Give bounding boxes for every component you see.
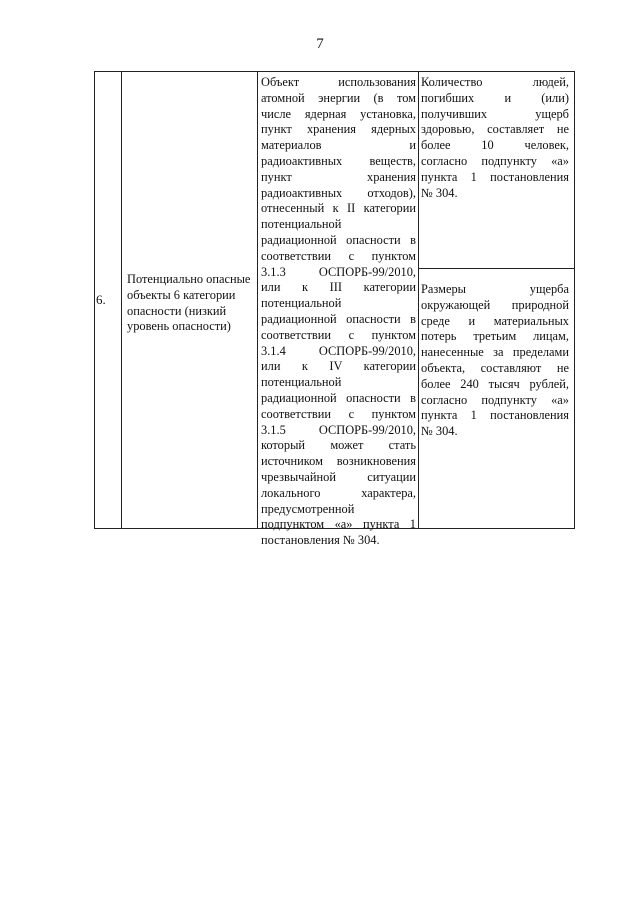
text-line: потенциальной xyxy=(261,296,342,311)
table-border-left xyxy=(94,71,95,529)
category-line: объекты 6 категории xyxy=(127,287,236,302)
category-cell xyxy=(127,272,255,335)
text-line: или к III категории xyxy=(261,280,416,295)
text-line: пункт хранения ядерных xyxy=(261,122,416,137)
text-line: предусмотренной xyxy=(261,501,355,516)
column-divider-2 xyxy=(257,71,258,529)
text-line: Размеры ущерба xyxy=(421,282,569,296)
column-divider-1 xyxy=(121,71,122,529)
text-line: 3.1.3 ОСПОРБ-99/2010, xyxy=(261,264,416,279)
criteria-cell-damage xyxy=(421,282,569,440)
text-line: отнесенный к II категории xyxy=(261,201,416,216)
text-line: более 10 человек, xyxy=(421,138,569,153)
text-line: радиационной опасности в xyxy=(261,232,416,247)
text-line: чрезвычайной ситуации xyxy=(261,469,416,484)
row-number: 6. xyxy=(96,292,106,307)
text-line: соответствии с пунктом xyxy=(261,406,416,421)
text-line: Объект использования xyxy=(261,75,416,89)
text-line: погибших и (или) xyxy=(421,90,569,105)
text-line: материалов и xyxy=(261,138,416,153)
text-line: согласно подпункту «а» xyxy=(421,392,569,407)
text-line: радиационной опасности в xyxy=(261,311,416,326)
text-line: объекта, составляют не xyxy=(421,360,569,375)
text-line: пункт хранения xyxy=(261,169,416,184)
text-line: соответствии с пунктом xyxy=(261,248,416,263)
text-line: потенциальной xyxy=(261,217,342,232)
text-line: соответствии с пунктом xyxy=(261,327,416,342)
text-line: пункта 1 постановления xyxy=(421,408,569,423)
text-line: более 240 тысяч рублей, xyxy=(421,376,569,391)
page-number: 7 xyxy=(316,36,324,52)
text-line: получивших ущерб xyxy=(421,106,569,121)
text-line: радиоактивных отходов), xyxy=(261,185,416,200)
text-line: атомной энергии (в том xyxy=(261,90,416,105)
text-line: 3.1.5 ОСПОРБ-99/2010, xyxy=(261,422,416,437)
text-line: локального характера, xyxy=(261,485,416,500)
criteria-cell-casualties xyxy=(421,75,569,201)
table-border-right xyxy=(574,71,575,529)
text-line: потерь третьим лицам, xyxy=(421,329,569,344)
text-line: подпунктом «а» пункта 1 xyxy=(261,517,416,532)
text-line: или к IV категории xyxy=(261,359,416,374)
text-line: нанесенные за пределами xyxy=(421,345,569,360)
text-line: числе ядерная установка, xyxy=(261,106,416,121)
table-border-top xyxy=(94,71,575,72)
column-divider-3 xyxy=(418,71,419,529)
text-line: который может стать xyxy=(261,438,416,453)
text-line: радиоактивных веществ, xyxy=(261,153,416,168)
text-line: радиационной опасности в xyxy=(261,390,416,405)
text-line: пункта 1 постановления xyxy=(421,169,569,184)
text-line: № 304. xyxy=(421,185,458,200)
text-line: постановления № 304. xyxy=(261,533,380,548)
text-line: среде и материальных xyxy=(421,313,569,328)
text-line: 3.1.4 ОСПОРБ-99/2010, xyxy=(261,343,416,358)
object-description-cell xyxy=(261,75,416,549)
text-line: источником возникновения xyxy=(261,454,416,469)
text-line: окружающей природной xyxy=(421,297,569,312)
category-line: опасности (низкий xyxy=(127,303,227,318)
text-line: потенциальной xyxy=(261,375,342,390)
criteria-row-divider xyxy=(418,268,575,269)
category-line: Потенциально опасные xyxy=(127,272,251,286)
text-line: Количество людей, xyxy=(421,75,569,89)
text-line: № 304. xyxy=(421,424,458,439)
text-line: согласно подпункту «а» xyxy=(421,153,569,168)
category-line: уровень опасности) xyxy=(127,319,231,334)
text-line: здоровью, составляет не xyxy=(421,122,569,137)
